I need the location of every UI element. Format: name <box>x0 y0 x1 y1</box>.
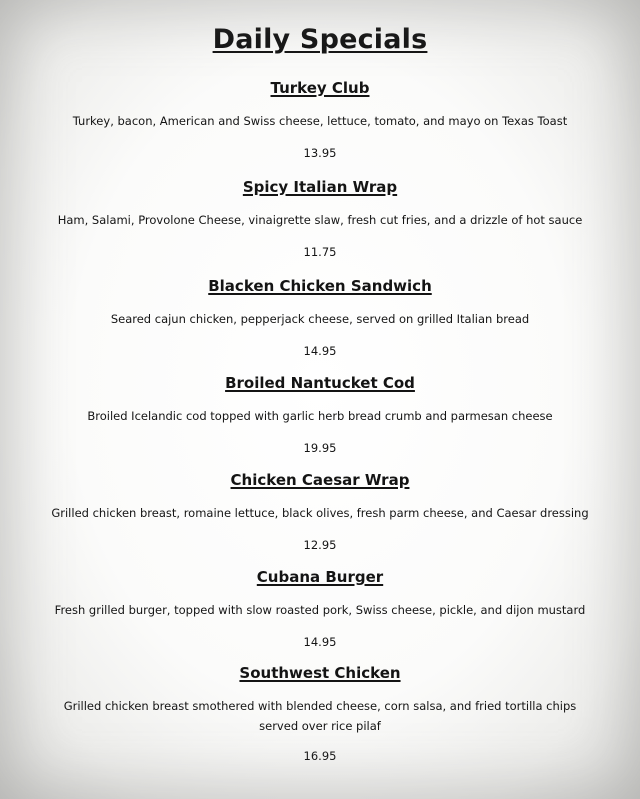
item-price: 14.95 <box>303 635 337 649</box>
item-name: Cubana Burger <box>256 568 384 586</box>
item-description-line: Turkey, bacon, American and Swiss cheese, lettuce, tomato, and mayo on Texas Toast <box>72 114 568 128</box>
item-description <box>0 406 640 426</box>
item-description-line: Grilled chicken breast, romaine lettuce, black olives, fresh parm cheese, and Caesar dressing <box>51 506 589 520</box>
item-price: 13.95 <box>303 146 337 160</box>
item-name: Broiled Nantucket Cod <box>225 374 415 392</box>
item-description-line: Broiled Icelandic cod topped with garlic herb bread crumb and parmesan cheese <box>87 409 553 423</box>
item-description-line: Grilled chicken breast smothered with blended cheese, corn salsa, and fried tortilla chips <box>63 699 577 713</box>
item-description <box>0 111 640 131</box>
item-description-line: Ham, Salami, Provolone Cheese, vinaigrette slaw, fresh cut fries, and a drizzle of hot sauce <box>57 213 583 227</box>
item-name: Chicken Caesar Wrap <box>230 471 410 489</box>
item-description <box>0 309 640 329</box>
item-name: Spicy Italian Wrap <box>242 178 398 196</box>
item-description <box>0 210 640 230</box>
item-price: 19.95 <box>303 441 337 455</box>
item-name: Turkey Club <box>270 79 370 97</box>
item-price: 11.75 <box>303 245 337 259</box>
item-description-line: Fresh grilled burger, topped with slow roasted pork, Swiss cheese, pickle, and dijon mustard <box>54 603 586 617</box>
item-name: Southwest Chicken <box>239 664 401 682</box>
menu-item-chicken-caesar-wrap <box>0 469 640 555</box>
item-description <box>0 600 640 620</box>
menu-item-cubana-burger <box>0 566 640 652</box>
item-price: 16.95 <box>303 749 337 763</box>
menu-item-southwest-chicken <box>0 662 640 766</box>
menu-item-turkey-club <box>0 77 640 163</box>
page-title: Daily Specials <box>212 24 428 55</box>
menu-item-blacken-chicken-sandwich <box>0 275 640 361</box>
item-price: 12.95 <box>303 538 337 552</box>
item-name: Blacken Chicken Sandwich <box>208 277 432 295</box>
item-price: 14.95 <box>303 344 337 358</box>
item-description-line: served over rice pilaf <box>259 719 381 733</box>
item-description-line: Seared cajun chicken, pepperjack cheese, served on grilled Italian bread <box>110 312 530 326</box>
item-description <box>0 696 640 736</box>
menu-item-spicy-italian-wrap <box>0 176 640 262</box>
item-description <box>0 503 640 523</box>
menu-item-broiled-nantucket-cod <box>0 372 640 458</box>
